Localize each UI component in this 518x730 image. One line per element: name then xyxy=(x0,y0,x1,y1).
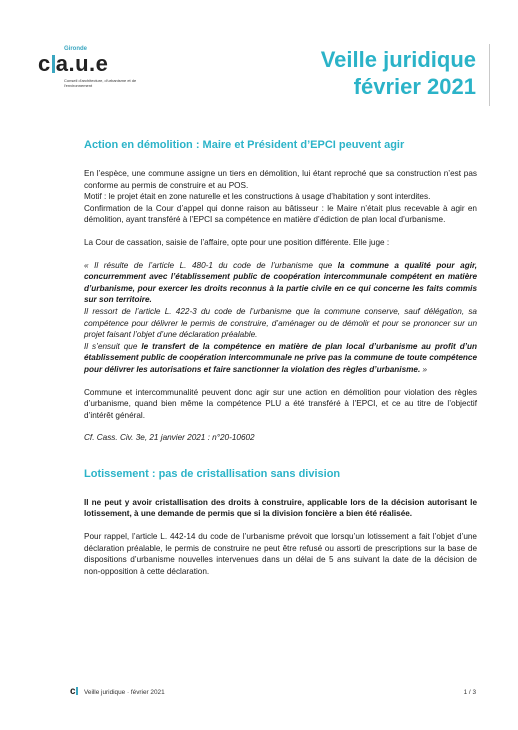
paragraph: La Cour de cassation, saisie de l’affaire, opte pour une position différente. Elle juge : xyxy=(84,237,390,247)
paragraph-summary: Il ne peut y avoir cristallisation des droits à construire, applicable lors de la décision autorisant le lotissement, à une demande de permis que si la division foncière a bien été réalisée. xyxy=(84,497,477,519)
section-heading-lotissement: Lotissement : pas de cristallisation sans division xyxy=(84,467,341,480)
quote-paragraph: Il ressort de l’article L. 422-3 du code de l’urbanisme que la commune conserve, sauf délégation, sa compétence pour délivrer le permis de construire, d’aménager ou de démolir et pour se prononcer sur un projet faisant l’objet d’une déclaration préalable. xyxy=(84,306,477,340)
footer-logo-icon: c xyxy=(70,686,76,697)
main-content xyxy=(84,138,477,577)
logo-subtitle: Conseil d'architecture, d'urbanisme et de l'environnement xyxy=(64,78,137,88)
page-title xyxy=(321,46,476,100)
paragraph: En l’espèce, une commune assigne un tiers en démolition, lui étant reproché que sa construction n’est pas conforme au permis de construire et au POS. xyxy=(84,169,477,190)
footer-text: Veille juridique · février 2021 xyxy=(84,689,165,696)
paragraph: Confirmation de la Cour d’appel qui donne raison au bâtisseur : le Maire n’était plus recevable à agir en démolition, ayant transféré à l’EPCI sa compétence en matière d’édiction de plan local d’urbanisme. xyxy=(84,203,477,225)
paragraph: Pour rappel, l’article L. 442-14 du code de l’urbanisme prévoit que lorsqu’un lotissement a fait l’objet d’une déclaration préalable, le permis de construire ne peut être refusé ou assorti de prescriptions sur la base de dispositions d’urbanisme nouvelles intervenues dans un délai de 5 ans suivant la date de la décision de non-opposition à cette déclaration. xyxy=(84,532,477,576)
page-number: 1 / 3 xyxy=(463,689,476,696)
logo-mark: c a.u.e xyxy=(38,51,109,76)
title-line-1: Veille juridique xyxy=(320,47,476,72)
paragraph: Commune et intercommunalité peuvent donc agir sur une action en démolition pour violation des règles d’urbanisme, quand bien même la compétence PLU a été transféré à l’EPCI, et ce au titre de l’objectif d’intérêt général. xyxy=(84,387,477,420)
title-line-2: février 2021 xyxy=(353,74,476,99)
page-header xyxy=(0,0,518,110)
caue-logo xyxy=(38,46,178,96)
section-heading-demolition: Action en démolition : Maire et Président d’EPCI peuvent agir xyxy=(84,139,405,151)
header-divider xyxy=(489,44,490,106)
quote-paragraph: « Il résulte de l’article L. 480-1 du code de l’urbanisme que la commune a qualité pour agir, concurremment avec l’établissement public de coopération intercommunale compétent en matière d’urbanisme, pour exercer les droits reconnus à la partie civile en ce qui concerne les faits commis sur son territoire. xyxy=(84,260,477,305)
case-citation: Cf. Cass. Civ. 3e, 21 janvier 2021 : n°20-10602 xyxy=(84,433,255,443)
logo-bar-icon xyxy=(52,55,55,73)
paragraph: Motif : le projet était en zone naturelle et les constructions à usage d’habitation y sont interdites. xyxy=(84,192,431,202)
logo-region: Gironde xyxy=(64,46,88,52)
quote-paragraph: Il s’ensuit que le transfert de la compétence en matière de plan local d’urbanisme au profit d’un établissement public de coopération intercommunale ne prive pas la commune de toute compétence pour délivrer les autorisations et faire sanctionner la violation des règles d’urbanisme. » xyxy=(84,341,477,374)
